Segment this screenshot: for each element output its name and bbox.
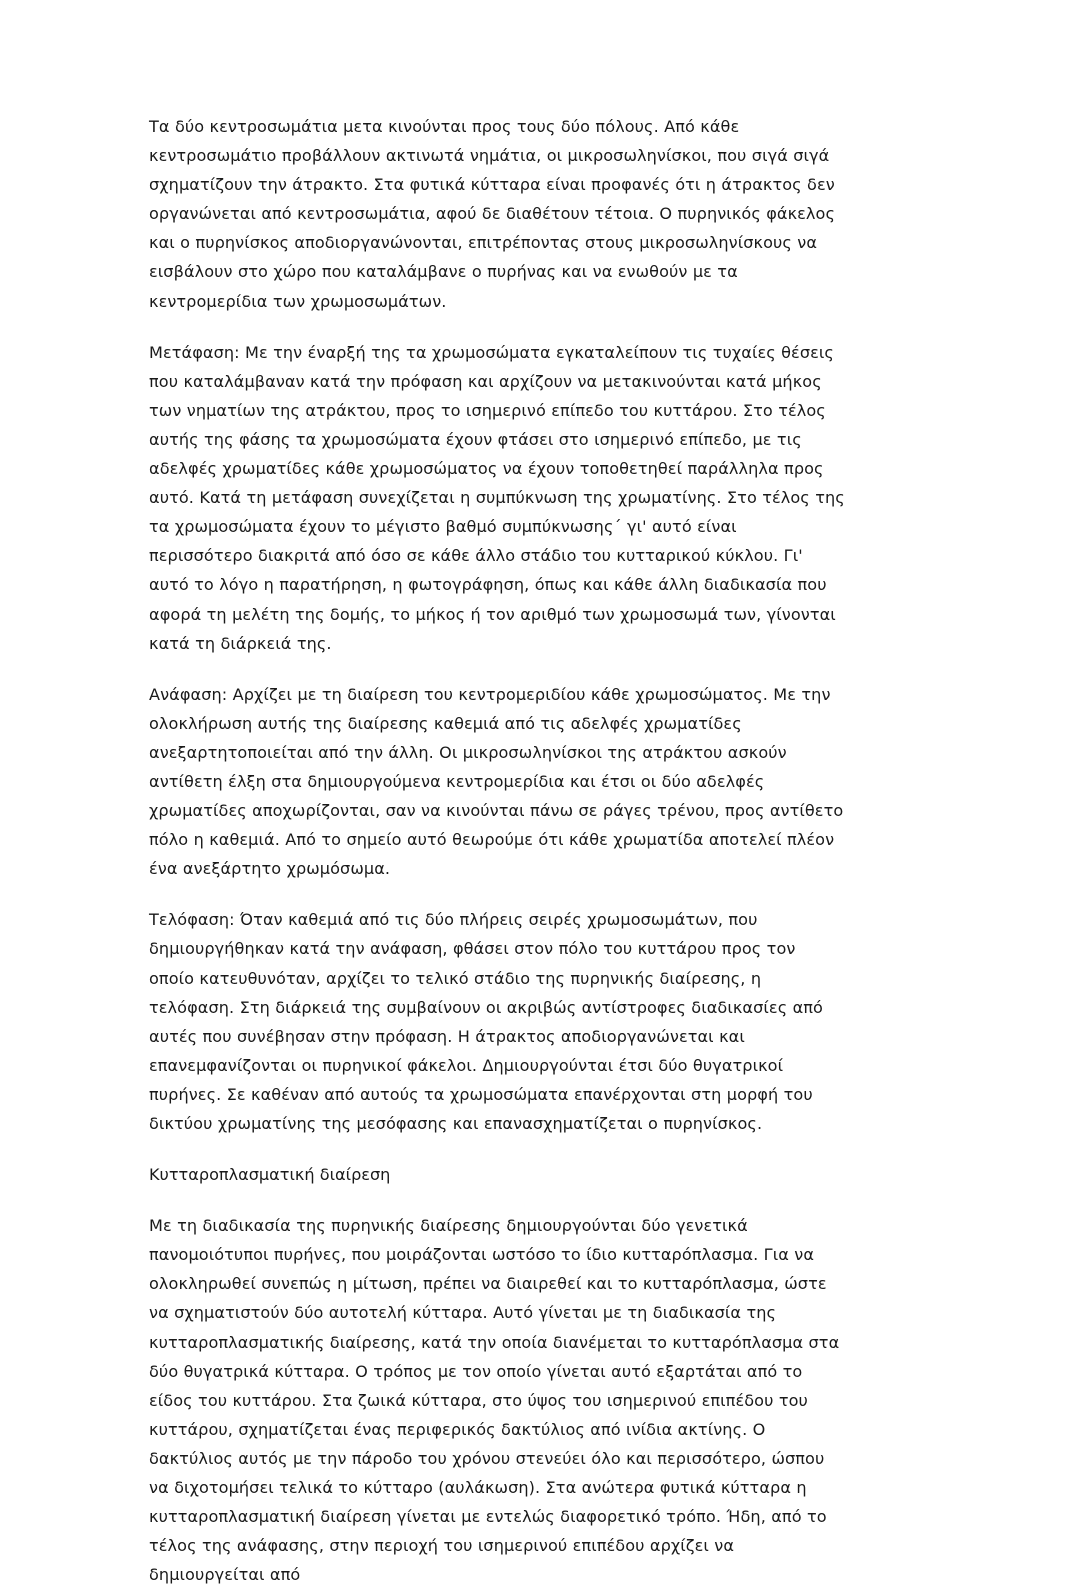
paragraph-metaphase: Μετάφαση: Με την έναρξή της τα χρωμοσώματα εγκαταλείπουν τις τυχαίες θέσεις που καταλάμβαναν κατά την πρόφαση και αρχίζουν να μετακινούνται κατά μήκος των νηματίων της ατράκτου, προς το ισημερινό επίπεδο του κυττάρου. Στο τέλος αυτής της φάσης τα χρωμοσώματα έχουν φτάσει στο ισημερινό επίπεδο, με τις αδελφές χρωματίδες κάθε χρωμοσώματος να έχουν τοποθετηθεί παράλληλα προς αυτό. Κατά τη μετάφαση συνεχίζεται η συμπύκνωση της χρωματίνης. Στο τέλος της τα χρωμοσώματα έχουν το μέγιστο βαθμό συμπύκνωσης΄ γι' αυτό είναι περισσότερο διακριτά από όσο σε κάθε άλλο στάδιο του κυτταρικού κύκλου. Γι' αυτό το λόγο η παρατήρηση, η φωτογράφηση, όπως και κάθε άλλη διαδικασία που αφορά τη μελέτη της δομής, το μήκος ή τον αριθμό των χρωμοσωμά των, γίνονται κατά τη διάρκειά της.: [149, 342, 845, 653]
paragraph-prophase-spindle: Τα δύο κεντροσωμάτια μετα κινούνται προς τους δύο πόλους. Από κάθε κεντροσωμάτιο προβάλλουν ακτινωτά νημάτια, οι μικροσωληνίσκοι, που σιγά σιγά σχηματίζουν την άτρακτο. Στα φυτικά κύτταρα είναι προφανές ότι η άτρακτος δεν οργανώνεται από κεντροσωμάτια, αφού δε διαθέτουν τέτοια. Ο πυρηνικός φάκελος και ο πυρηνίσκος αποδιοργανώνονται, επιτρέποντας στους μικροσωληνίσκους να εισβάλουν στο χώρο που καταλάμβανε ο πυρήνας και να ενωθούν με τα κεντρομερίδια των χρωμοσωμάτων.: [149, 117, 835, 311]
paragraph-cytokinesis-body: Με τη διαδικασία της πυρηνικής διαίρεσης δημιουργούνται δύο γενετικά πανομοιότυποι πυρήνες, που μοιράζονται ωστόσο το ίδιο κυτταρόπλασμα. Για να ολοκληρωθεί συνεπώς η μίτωση, πρέπει να διαιρεθεί και το κυτταρόπλασμα, ώστε να σχηματιστούν δύο αυτοτελή κύτταρα. Αυτό γίνεται με τη διαδικασία της κυτταροπλασματικής διαίρεσης, κατά την οποία διανέμεται το κυτταρόπλασμα στα δύο θυγατρικά κύτταρα. Ο τρόπος με τον οποίο γίνεται αυτό εξαρτάται από το είδος του κυττάρου. Στα ζωικά κύτταρα, στο ύψος του ισημερινού επιπέδου του κυττάρου, σχηματίζεται ένας περιφερικός δακτύλιος από ινίδια ακτίνης. Ο δακτύλιος αυτός με την πάροδο του χρόνου στενεύει όλο και περισσότερο, ώσπου να διχοτομήσει τελικά το κύτταρο (αυλάκωση). Στα ανώτερα φυτικά κύτταρα η κυτταροπλασματική διαίρεση γίνεται με εντελώς διαφορετικό τρόπο. Ήδη, από το τέλος της ανάφασης, στην περιοχή του ισημερινού επιπέδου αρχίζει να δημιουργείται από: [149, 1216, 840, 1585]
document-text-body: [149, 112, 845, 1589]
heading-cytokinesis: Κυτταροπλασματική διαίρεση: [149, 1165, 391, 1185]
paragraph-anaphase: Ανάφαση: Αρχίζει με τη διαίρεση του κεντρομεριδίου κάθε χρωμοσώματος. Με την ολοκλήρωση αυτής της διαίρεσης καθεμιά από τις αδελφές χρωματίδες ανεξαρτητοποιείται από την άλλη. Οι μικροσωληνίσκοι της ατράκτου ασκούν αντίθετη έλξη στα δημιουργούμενα κεντρομερίδια και έτσι οι δύο αδελφές χρωματίδες αποχωρίζονται, σαν να κινούνται πάνω σε ράγες τρένου, προς αντίθετο πόλο η καθεμιά. Από το σημείο αυτό θεωρούμε ότι κάθε χρωματίδα αποτελεί πλέον ένα ανεξάρτητο χρωμόσωμα.: [149, 684, 844, 879]
paragraph-telophase: Τελόφαση: Όταν καθεμιά από τις δύο πλήρεις σειρές χρωμοσωμάτων, που δημιουργήθηκαν κατά την ανάφαση, φθάσει στον πόλο του κυττάρου προς τον οποίο κατευθυνόταν, αρχίζει το τελικό στάδιο της πυρηνικής διαίρεσης, η τελόφαση. Στη διάρκειά της συμβαίνουν οι ακριβώς αντίστροφες διαδικασίες από αυτές που συνέβησαν στην πρόφαση. Η άτρακτος αποδιοργανώνεται και επανεμφανίζονται οι πυρηνικοί φάκελοι. Δημιουργούνται έτσι δύο θυγατρικοί πυρήνες. Σε καθέναν από αυτούς τα χρωμοσώματα επανέρχονται στη μορφή του δικτύου χρωματίνης της μεσόφασης και επανασχηματίζεται ο πυρηνίσκος.: [149, 910, 823, 1133]
